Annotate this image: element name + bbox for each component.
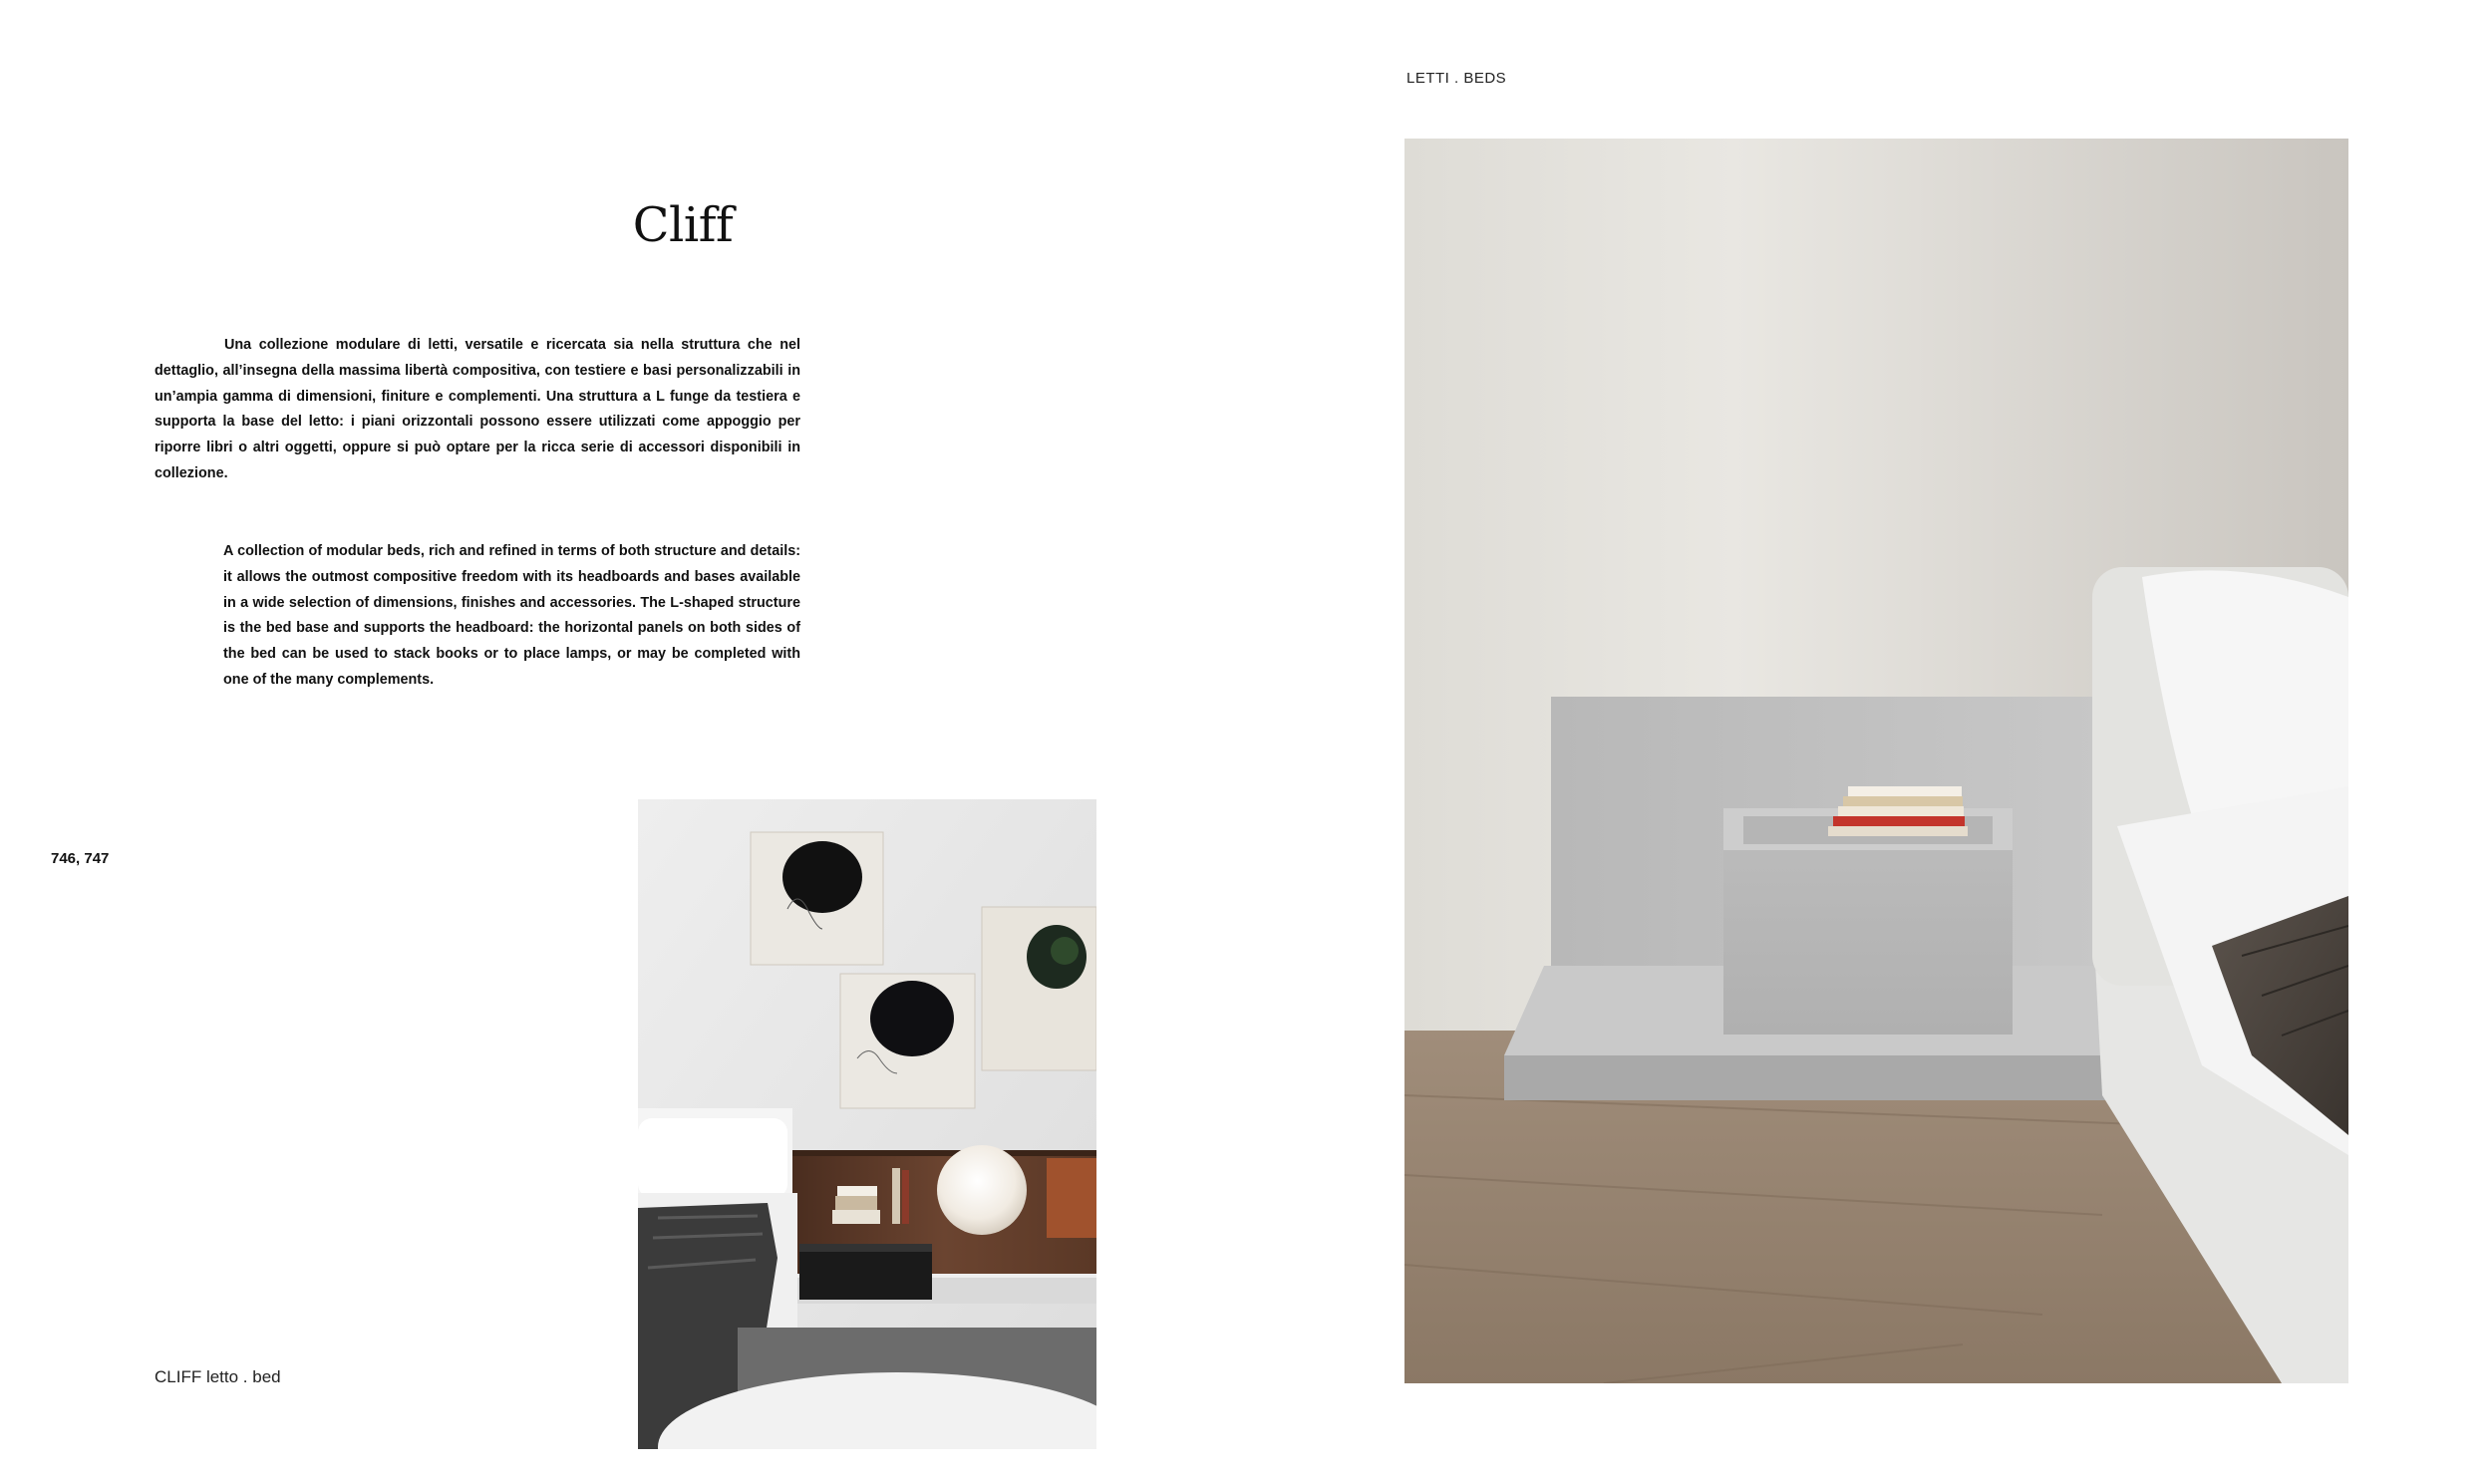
bedroom-scene-photo — [638, 799, 1096, 1449]
image-caption: CLIFF letto . bed — [155, 1367, 281, 1386]
description-italian: Una collezione modulare di letti, versatile e ricercata sia nella struttura che nel dettaglio, all’insegna della massima libertà compositiva, con testiere e basi personalizzabili in un’ampia gamma di dimensioni, finiture e complementi. Una struttura a L funge da testiera e supporta la base del letto: i piani orizzontali possono essere utilizzati come appoggio per riporre libri o altri oggetti, oppure si può optare per la ricca serie di accessori disponibili in collezione. — [155, 337, 800, 481]
page-title: Cliff — [632, 197, 734, 253]
section-label: LETTI . BEDS — [1406, 70, 1507, 87]
page-numbers: 746, 747 — [51, 850, 110, 867]
description-english: A collection of modular beds, rich and refined in terms of both structure and details: it allows the outmost compositive freedom with its headboards and bases available in a wide selection of dimensions, finishes and accessories. The L-shaped structure is the bed base and supports the headboard: the horizontal panels on both sides of the bed can be used to stack books or to place lamps, or may be completed with one of the many complements. — [223, 543, 800, 688]
bed-headboard-nightstand-photo — [1404, 139, 2348, 1383]
